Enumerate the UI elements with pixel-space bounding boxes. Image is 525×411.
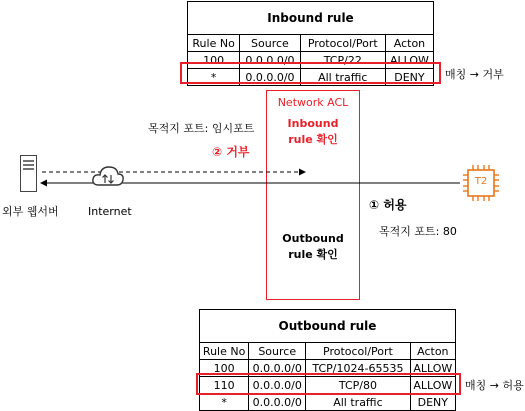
source-cell: 0.0.0.0/0 bbox=[240, 69, 300, 86]
request-arrow-head bbox=[40, 180, 47, 187]
t2-label: T2 bbox=[474, 176, 488, 187]
outbound-header-source: Source bbox=[249, 343, 306, 360]
server-label: 외부 웹서버 bbox=[2, 205, 59, 218]
table-row bbox=[200, 394, 456, 411]
inbound-header-rule-no: Rule No bbox=[188, 35, 240, 52]
source-cell: 0.0.0.0/0 bbox=[249, 360, 306, 377]
outbound-match-label: 매칭 → 허용 bbox=[465, 379, 524, 392]
deny-arrow-head bbox=[299, 169, 306, 176]
action-cell: ALLOW bbox=[410, 360, 455, 377]
protocol-cell: TCP/80 bbox=[306, 377, 410, 394]
protocol-cell: TCP/22 bbox=[300, 52, 385, 69]
source-cell: 0.0.0.0/0 bbox=[249, 377, 306, 394]
dest-port-ephemeral-label: 목적지 포트: 임시포트 bbox=[148, 122, 255, 135]
protocol-cell: All traffic bbox=[306, 394, 410, 411]
outbound-table-title: Outbound rule bbox=[200, 310, 456, 343]
protocol-cell: All traffic bbox=[300, 69, 385, 86]
t2-instance-icon bbox=[460, 162, 502, 204]
rule-no-cell: * bbox=[200, 394, 249, 411]
inbound-header-source: Source bbox=[240, 35, 300, 52]
outbound-header-action: Acton bbox=[410, 343, 455, 360]
action-cell: ALLOW bbox=[385, 52, 433, 69]
internet-cloud-icon bbox=[91, 164, 125, 190]
outbound-rule-table bbox=[199, 309, 456, 411]
dest-port-80-label: 목적지 포트: 80 bbox=[379, 225, 457, 238]
deny-step-label: ② 거부 bbox=[212, 145, 250, 159]
internet-label: Internet bbox=[88, 205, 132, 218]
action-cell: ALLOW bbox=[410, 377, 455, 394]
outbound-match-highlight bbox=[196, 373, 461, 395]
inbound-header-action: Acton bbox=[385, 35, 433, 52]
outbound-header-protocol: Protocol/Port bbox=[306, 343, 410, 360]
rule-no-cell: * bbox=[188, 69, 240, 86]
rule-no-cell: 100 bbox=[188, 52, 240, 69]
server-icon bbox=[20, 155, 38, 193]
protocol-cell: TCP/1024-65535 bbox=[306, 360, 410, 377]
network-acl-title: Network ACL bbox=[277, 96, 349, 109]
inbound-check-line2: rule 확인 bbox=[288, 133, 338, 146]
outbound-check-line1: Outbound bbox=[282, 232, 344, 245]
allow-step-label: ① 허용 bbox=[369, 198, 407, 212]
source-cell: 0.0.0.0/0 bbox=[240, 52, 300, 69]
inbound-header-protocol: Protocol/Port bbox=[300, 35, 385, 52]
outbound-check-line2: rule 확인 bbox=[288, 248, 338, 261]
inbound-check-line1: Inbound bbox=[287, 117, 339, 130]
action-cell: DENY bbox=[410, 394, 455, 411]
outbound-header-rule-no: Rule No bbox=[200, 343, 249, 360]
rule-no-cell: 110 bbox=[200, 377, 249, 394]
inbound-table-title: Inbound rule bbox=[188, 2, 434, 35]
rule-no-cell: 100 bbox=[200, 360, 249, 377]
action-cell: DENY bbox=[385, 69, 433, 86]
inbound-match-label: 매칭 → 거부 bbox=[445, 68, 504, 81]
source-cell: 0.0.0.0/0 bbox=[249, 394, 306, 411]
